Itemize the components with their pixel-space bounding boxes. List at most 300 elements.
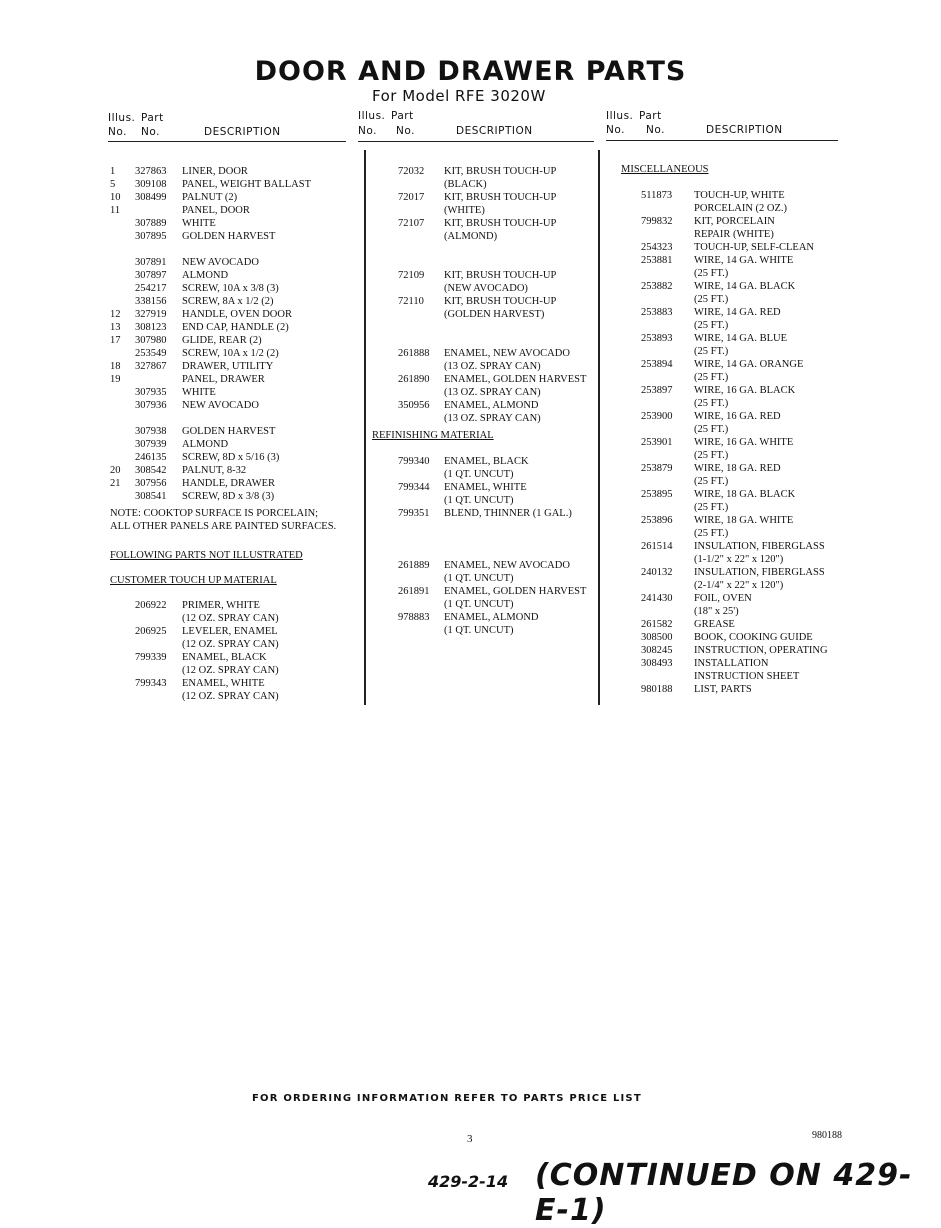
part-description: DRAWER, UTILITY [182, 361, 274, 372]
part-description: REPAIR (WHITE) [694, 229, 774, 240]
part-row [621, 644, 851, 657]
part-description: (12 OZ. SPRAY CAN) [182, 691, 279, 702]
part-description: (GOLDEN HARVEST) [444, 309, 545, 320]
handwritten-reference: 429-2-14 [428, 1172, 509, 1191]
header-no: No. [646, 124, 665, 136]
part-description: (13 OZ. SPRAY CAN) [444, 361, 541, 372]
illus-number: 5 [110, 179, 116, 190]
part-description: (13 OZ. SPRAY CAN) [444, 387, 541, 398]
part-number: 261890 [398, 374, 430, 385]
part-row [372, 204, 598, 217]
part-row [621, 345, 851, 358]
part-description: FOIL, OVEN [694, 593, 752, 604]
part-number: 246135 [135, 452, 167, 463]
part-description: ALMOND [182, 270, 229, 281]
part-number: 511873 [641, 190, 673, 201]
part-description: BOOK, COOKING GUIDE [694, 632, 813, 643]
part-row [110, 490, 360, 503]
part-row [372, 455, 598, 468]
header-part: Part [391, 110, 414, 122]
part-description: GLIDE, REAR (2) [182, 335, 262, 346]
part-number: 307956 [135, 478, 167, 489]
part-description: HANDLE, OVEN DOOR [182, 309, 292, 320]
part-description: NEW AVOCADO [182, 257, 259, 268]
page-title: DOOR AND DRAWER PARTS [254, 56, 687, 87]
header-illus: Illus. [358, 110, 386, 122]
part-row [372, 507, 598, 520]
part-row [372, 494, 598, 507]
part-number: 261888 [398, 348, 430, 359]
part-number: 254217 [135, 283, 167, 294]
part-description: WIRE, 14 GA. BLACK [694, 281, 796, 292]
part-description: WIRE, 14 GA. ORANGE [694, 359, 804, 370]
part-row [110, 256, 360, 269]
part-description: SCREW, 8A x 1/2 (2) [182, 296, 274, 307]
part-description: WIRE, 16 GA. RED [694, 411, 781, 422]
part-description: ENAMEL, ALMOND [444, 612, 539, 623]
part-description: ENAMEL, ALMOND [444, 400, 539, 411]
header-no: No. [358, 125, 377, 137]
part-number: 253894 [641, 359, 673, 370]
part-row [621, 462, 851, 475]
part-number: 254323 [641, 242, 673, 253]
page-number: 3 [467, 1133, 473, 1145]
part-number: 261889 [398, 560, 430, 571]
part-description: WIRE, 18 GA. WHITE [694, 515, 794, 526]
part-description: (12 OZ. SPRAY CAN) [182, 665, 279, 676]
part-number: 261582 [641, 619, 673, 630]
part-row [372, 611, 598, 624]
part-row [110, 438, 360, 451]
part-description: GREASE [694, 619, 735, 630]
part-number: 308541 [135, 491, 167, 502]
part-description: WIRE, 16 GA. BLACK [694, 385, 796, 396]
part-description: INSULATION, FIBERGLASS [694, 567, 825, 578]
part-row [621, 319, 851, 332]
part-row [110, 651, 360, 664]
part-description: (1-1/2" x 22" x 120") [694, 554, 784, 565]
part-description: HANDLE, DRAWER [182, 478, 276, 489]
part-row [372, 321, 598, 334]
part-row [621, 332, 851, 345]
section-heading: MISCELLANEOUS [621, 164, 709, 175]
part-number: 253897 [641, 385, 673, 396]
part-number: 978883 [398, 612, 430, 623]
part-description: KIT, BRUSH TOUCH-UP [444, 166, 557, 177]
part-description: (25 FT.) [694, 320, 729, 331]
part-row [621, 254, 851, 267]
part-row [110, 451, 360, 464]
note-line: NOTE: COOKTOP SURFACE IS PORCELAIN; [110, 508, 319, 519]
part-number: 799344 [398, 482, 430, 493]
part-number: 308123 [135, 322, 167, 333]
part-number: 307895 [135, 231, 167, 242]
part-number: 206922 [135, 600, 167, 611]
part-row [110, 165, 360, 178]
part-description: LINER, DOOR [182, 166, 248, 177]
header-part: Part [639, 110, 662, 122]
part-row [621, 189, 851, 202]
part-description: ENAMEL, WHITE [182, 678, 265, 689]
header-no: No. [141, 126, 160, 138]
part-description: (18" x 25') [694, 606, 739, 617]
column-header-1 [108, 112, 348, 142]
part-row [372, 572, 598, 585]
part-number: 261514 [641, 541, 673, 552]
part-description: (1 QT. UNCUT) [444, 573, 514, 584]
part-description: KIT, BRUSH TOUCH-UP [444, 218, 557, 229]
header-description: DESCRIPTION [456, 125, 533, 137]
part-description: END CAP, HANDLE (2) [182, 322, 289, 333]
part-row [372, 243, 598, 256]
section-heading: CUSTOMER TOUCH UP MATERIAL [110, 575, 277, 586]
part-description: (25 FT.) [694, 502, 729, 513]
part-number: 307891 [135, 257, 167, 268]
part-number: 206925 [135, 626, 167, 637]
part-row [110, 295, 360, 308]
part-number: 253896 [641, 515, 673, 526]
part-description: PANEL, DRAWER [182, 374, 265, 385]
part-row [110, 334, 360, 347]
part-row [621, 241, 851, 254]
part-row [372, 386, 598, 399]
part-row [621, 657, 851, 670]
header-description: DESCRIPTION [204, 126, 281, 138]
part-row [110, 386, 360, 399]
part-description: TOUCH-UP, SELF-CLEAN [694, 242, 814, 253]
part-description: BLEND, THINNER (1 GAL.) [444, 508, 572, 519]
part-number: 307938 [135, 426, 167, 437]
part-description: (25 FT.) [694, 398, 729, 409]
part-description: INSTRUCTION, OPERATING [694, 645, 828, 656]
header-part: Part [141, 112, 164, 124]
part-description: KIT, BRUSH TOUCH-UP [444, 192, 557, 203]
parts-column-3 [621, 163, 851, 696]
section-heading: FOLLOWING PARTS NOT ILLUSTRATED [110, 550, 303, 561]
part-description: (25 FT.) [694, 424, 729, 435]
header-illus: Illus. [606, 110, 634, 122]
part-number: 350956 [398, 400, 430, 411]
part-description: WIRE, 14 GA. RED [694, 307, 781, 318]
part-number: 72110 [398, 296, 424, 307]
illus-number: 10 [110, 192, 121, 203]
part-number: 308499 [135, 192, 167, 203]
part-description: WHITE [182, 387, 216, 398]
illus-number: 12 [110, 309, 121, 320]
part-row [372, 334, 598, 347]
part-row [621, 306, 851, 319]
ordering-footer: FOR ORDERING INFORMATION REFER TO PARTS PRICE LIST [252, 1093, 642, 1104]
part-row [621, 358, 851, 371]
part-row [110, 464, 360, 477]
part-row [372, 217, 598, 230]
part-number: 327919 [135, 309, 167, 320]
part-number: 799351 [398, 508, 430, 519]
part-number: 307935 [135, 387, 167, 398]
part-row [621, 579, 851, 592]
part-description: PANEL, DOOR [182, 205, 250, 216]
part-row [372, 178, 598, 191]
part-row [110, 373, 360, 386]
part-description: PALNUT (2) [182, 192, 238, 203]
part-row [110, 282, 360, 295]
part-number: 307897 [135, 270, 167, 281]
part-row [372, 308, 598, 321]
part-row [621, 228, 851, 241]
column-header-3 [606, 110, 846, 140]
part-description: PANEL, WEIGHT BALLAST [182, 179, 312, 190]
part-description: ENAMEL, GOLDEN HARVEST [444, 374, 587, 385]
part-row [621, 475, 851, 488]
illus-number: 1 [110, 166, 116, 177]
part-row [372, 165, 598, 178]
part-row [110, 178, 360, 191]
illus-number: 11 [110, 205, 121, 216]
parts-column-2 [372, 165, 598, 637]
part-description: SCREW, 10A x 3/8 (3) [182, 283, 279, 294]
part-row [621, 566, 851, 579]
illus-number: 21 [110, 478, 121, 489]
part-description: ENAMEL, NEW AVOCADO [444, 560, 570, 571]
part-row [110, 243, 360, 256]
illus-number: 13 [110, 322, 121, 333]
part-row [110, 269, 360, 282]
part-number: 308500 [641, 632, 673, 643]
part-row [110, 399, 360, 412]
header-no: No. [108, 126, 127, 138]
part-row [372, 546, 598, 559]
part-row [621, 202, 851, 215]
part-description: (ALMOND) [444, 231, 498, 242]
part-row [621, 423, 851, 436]
header-description: DESCRIPTION [706, 124, 783, 136]
part-description: (12 OZ. SPRAY CAN) [182, 639, 279, 650]
part-description: (NEW AVOCADO) [444, 283, 528, 294]
part-row [621, 501, 851, 514]
part-number: 799339 [135, 652, 167, 663]
column-divider [364, 150, 366, 705]
part-row [372, 399, 598, 412]
part-row [110, 690, 360, 703]
part-description: NEW AVOCADO [182, 400, 259, 411]
handwritten-continued-note: (CONTINUED ON 429-E-1) [535, 1158, 913, 1228]
header-rule [606, 140, 838, 141]
part-description: (25 FT.) [694, 372, 729, 383]
note-line: ALL OTHER PANELS ARE PAINTED SURFACES. [110, 521, 337, 532]
part-row [110, 191, 360, 204]
part-description: INSTALLATION [694, 658, 769, 669]
part-row [372, 295, 598, 308]
part-number: 327863 [135, 166, 167, 177]
part-row [621, 670, 851, 683]
part-description: (1 QT. UNCUT) [444, 495, 514, 506]
part-description: SCREW, 8D x 5/16 (3) [182, 452, 280, 463]
part-row [372, 468, 598, 481]
part-row [621, 683, 851, 696]
part-description: GOLDEN HARVEST [182, 426, 276, 437]
part-row [372, 442, 598, 455]
part-row [372, 559, 598, 572]
part-number: 799832 [641, 216, 673, 227]
part-number: 253893 [641, 333, 673, 344]
part-description: (1 QT. UNCUT) [444, 599, 514, 610]
part-number: 308493 [641, 658, 673, 669]
part-row [110, 412, 360, 425]
part-description: (2-1/4" x 22" x 120") [694, 580, 784, 591]
part-number: 253883 [641, 307, 673, 318]
part-number: 240132 [641, 567, 673, 578]
part-row [372, 481, 598, 494]
part-description: WIRE, 18 GA. RED [694, 463, 781, 474]
part-row [621, 267, 851, 280]
part-description: WIRE, 14 GA. BLUE [694, 333, 788, 344]
part-row [621, 618, 851, 631]
part-row [372, 598, 598, 611]
part-row [621, 215, 851, 228]
part-row [621, 449, 851, 462]
part-row [110, 308, 360, 321]
part-number: 253900 [641, 411, 673, 422]
part-number: 799343 [135, 678, 167, 689]
part-description: KIT, BRUSH TOUCH-UP [444, 270, 557, 281]
part-row [110, 217, 360, 230]
part-row [110, 204, 360, 217]
part-row [110, 477, 360, 490]
part-description: LEVELER, ENAMEL [182, 626, 278, 637]
part-number: 309108 [135, 179, 167, 190]
part-row [110, 664, 360, 677]
part-description: (25 FT.) [694, 528, 729, 539]
column-header-2 [358, 110, 598, 140]
part-row [621, 540, 851, 553]
part-number: 799340 [398, 456, 430, 467]
part-row [372, 269, 598, 282]
column-divider [598, 150, 600, 705]
part-row [372, 533, 598, 546]
part-row [110, 321, 360, 334]
part-description: ALMOND [182, 439, 229, 450]
part-number: 253879 [641, 463, 673, 474]
part-number: 72109 [398, 270, 425, 281]
header-illus: Illus. [108, 112, 136, 124]
header-no: No. [396, 125, 415, 137]
part-number: 72032 [398, 166, 425, 177]
header-no: No. [606, 124, 625, 136]
part-row [621, 410, 851, 423]
part-number: 980188 [641, 684, 673, 695]
part-row [372, 585, 598, 598]
part-description: WIRE, 18 GA. BLACK [694, 489, 796, 500]
part-row [621, 605, 851, 618]
part-number: 307939 [135, 439, 167, 450]
part-description: TOUCH-UP, WHITE [694, 190, 785, 201]
part-row [621, 293, 851, 306]
part-row [110, 625, 360, 638]
illus-number: 19 [110, 374, 121, 385]
part-description: ENAMEL, WHITE [444, 482, 527, 493]
part-row [621, 371, 851, 384]
part-description: INSTRUCTION SHEET [694, 671, 800, 682]
part-row [372, 230, 598, 243]
part-number: 253882 [641, 281, 673, 292]
part-description: (BLACK) [444, 179, 487, 190]
part-row [372, 191, 598, 204]
part-row [621, 514, 851, 527]
part-description: (WHITE) [444, 205, 485, 216]
part-row [621, 553, 851, 566]
part-description: (12 OZ. SPRAY CAN) [182, 613, 279, 624]
document-number: 980188 [812, 1130, 842, 1141]
part-number: 307889 [135, 218, 167, 229]
part-description: ENAMEL, BLACK [444, 456, 529, 467]
parts-column-1 [110, 165, 360, 703]
part-description: KIT, BRUSH TOUCH-UP [444, 296, 557, 307]
part-row [372, 360, 598, 373]
part-description: (1 QT. UNCUT) [444, 469, 514, 480]
section-heading: REFINISHING MATERIAL [372, 430, 494, 441]
part-row [372, 256, 598, 269]
part-row [621, 384, 851, 397]
header-rule [108, 141, 346, 142]
part-row [621, 592, 851, 605]
part-description: WHITE [182, 218, 216, 229]
part-row [372, 282, 598, 295]
part-description: (25 FT.) [694, 476, 729, 487]
part-row [372, 624, 598, 637]
part-row [110, 360, 360, 373]
part-row [110, 599, 360, 612]
illus-number: 17 [110, 335, 121, 346]
part-row [110, 612, 360, 625]
part-number: 253901 [641, 437, 673, 448]
part-description: INSULATION, FIBERGLASS [694, 541, 825, 552]
part-number: 338156 [135, 296, 167, 307]
part-number: 308542 [135, 465, 167, 476]
part-description: WIRE, 16 GA. WHITE [694, 437, 794, 448]
part-number: 253895 [641, 489, 673, 500]
part-description: (25 FT.) [694, 294, 729, 305]
header-rule [358, 141, 594, 142]
part-number: 72017 [398, 192, 425, 203]
page-subtitle: For Model RFE 3020W [372, 87, 546, 105]
part-description: ENAMEL, GOLDEN HARVEST [444, 586, 587, 597]
part-number: 307980 [135, 335, 167, 346]
part-row [621, 280, 851, 293]
part-number: 307936 [135, 400, 167, 411]
part-number: 241430 [641, 593, 673, 604]
part-description: WIRE, 14 GA. WHITE [694, 255, 794, 266]
part-description: KIT, PORCELAIN [694, 216, 775, 227]
part-row [372, 347, 598, 360]
part-description: GOLDEN HARVEST [182, 231, 276, 242]
illus-number: 18 [110, 361, 121, 372]
part-number: 327867 [135, 361, 167, 372]
part-description: ENAMEL, BLACK [182, 652, 267, 663]
part-row [110, 677, 360, 690]
part-row [372, 520, 598, 533]
part-description: (25 FT.) [694, 346, 729, 357]
part-description: (1 QT. UNCUT) [444, 625, 514, 636]
part-row [621, 631, 851, 644]
part-row [372, 412, 598, 425]
part-description: (25 FT.) [694, 268, 729, 279]
part-number: 253549 [135, 348, 167, 359]
part-row [372, 373, 598, 386]
part-description: PRIMER, WHITE [182, 600, 260, 611]
part-row [110, 347, 360, 360]
part-row [621, 488, 851, 501]
part-description: SCREW, 10A x 1/2 (2) [182, 348, 279, 359]
